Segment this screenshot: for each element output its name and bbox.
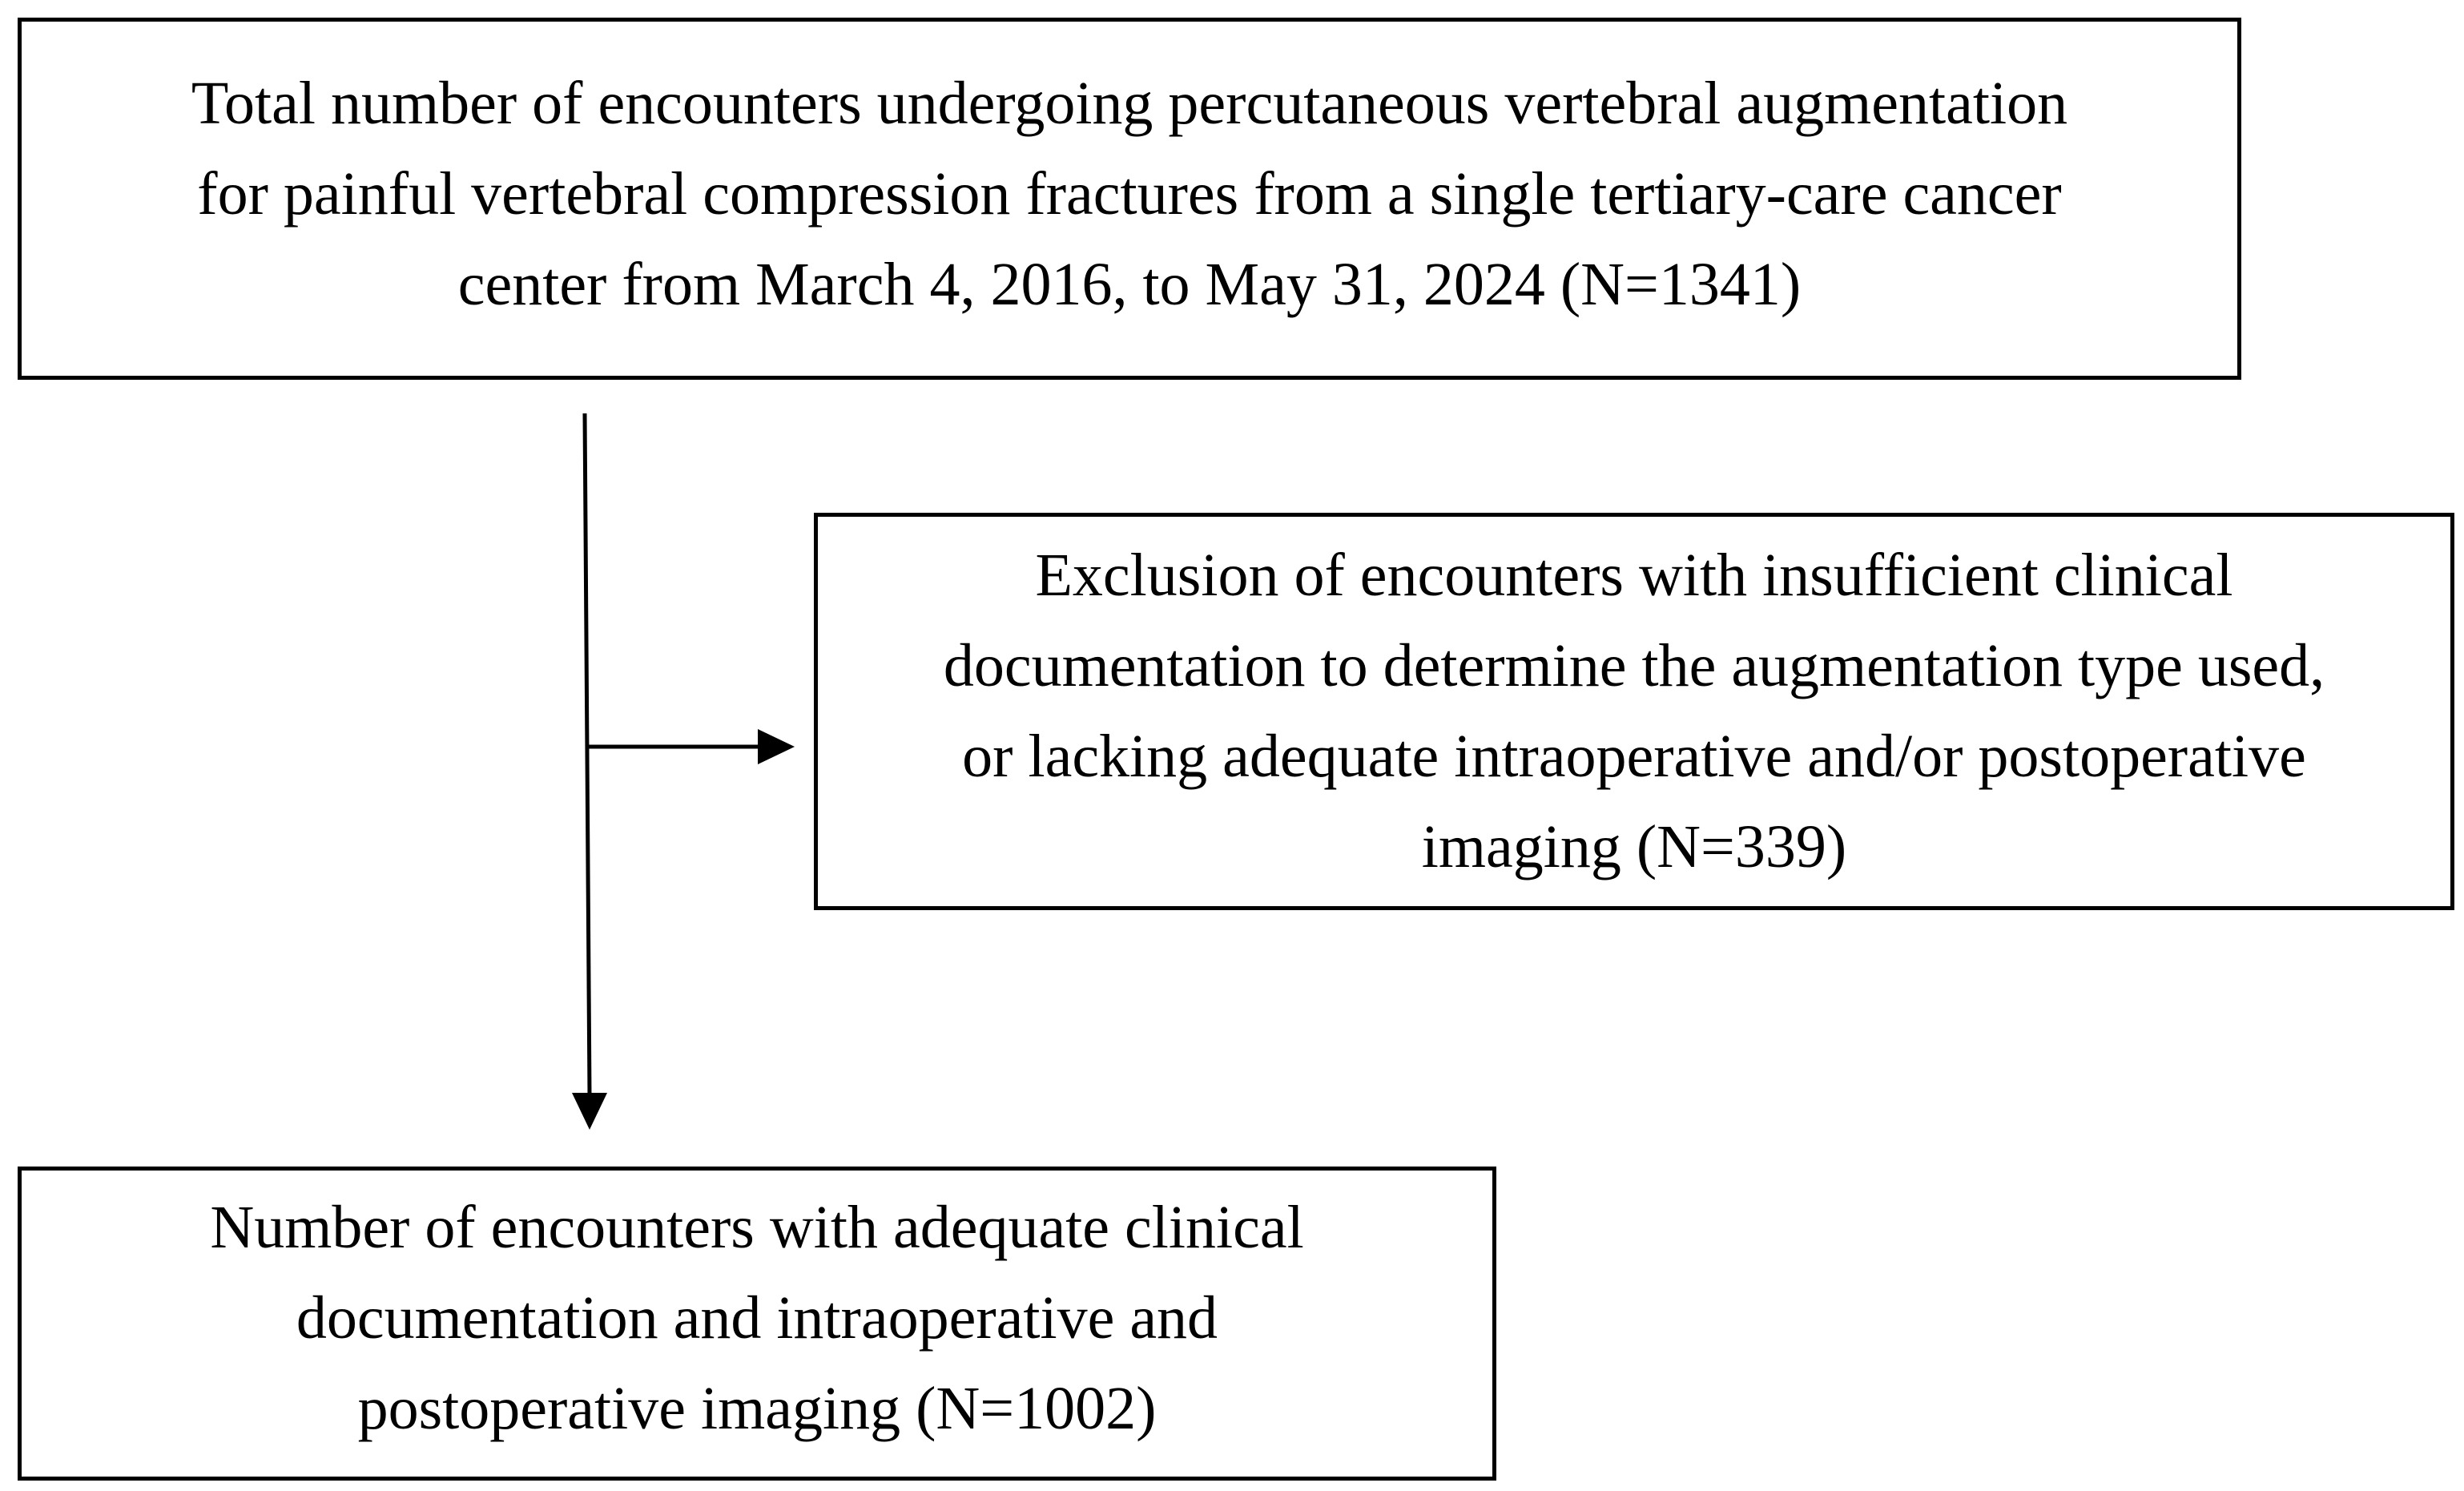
included-encounters-box (18, 1167, 1496, 1481)
main-flow-line (585, 413, 590, 1096)
down-arrowhead (572, 1093, 607, 1130)
right-arrowhead (758, 729, 795, 764)
included-encounters-text: Number of encounters with adequate clinical documentation and intraoperative and postoperative imaging (N=1002) (210, 1193, 1304, 1442)
total-encounters-box (18, 18, 2241, 380)
total-encounters-text: Total number of encounters undergoing percutaneous vertebral augmentation for painful vertebral compression fractures from a single tertiary-care cancer center from March 4, 2016, to May 31, 2024 (N=1341) (191, 70, 2068, 318)
exclusion-text: Exclusion of encounters with insufficient clinical documentation to determine the augmentation type used, or lacking adequate intraoperative and/or postoperative imaging (N=339) (943, 542, 2325, 880)
exclusion-box (814, 513, 2454, 910)
